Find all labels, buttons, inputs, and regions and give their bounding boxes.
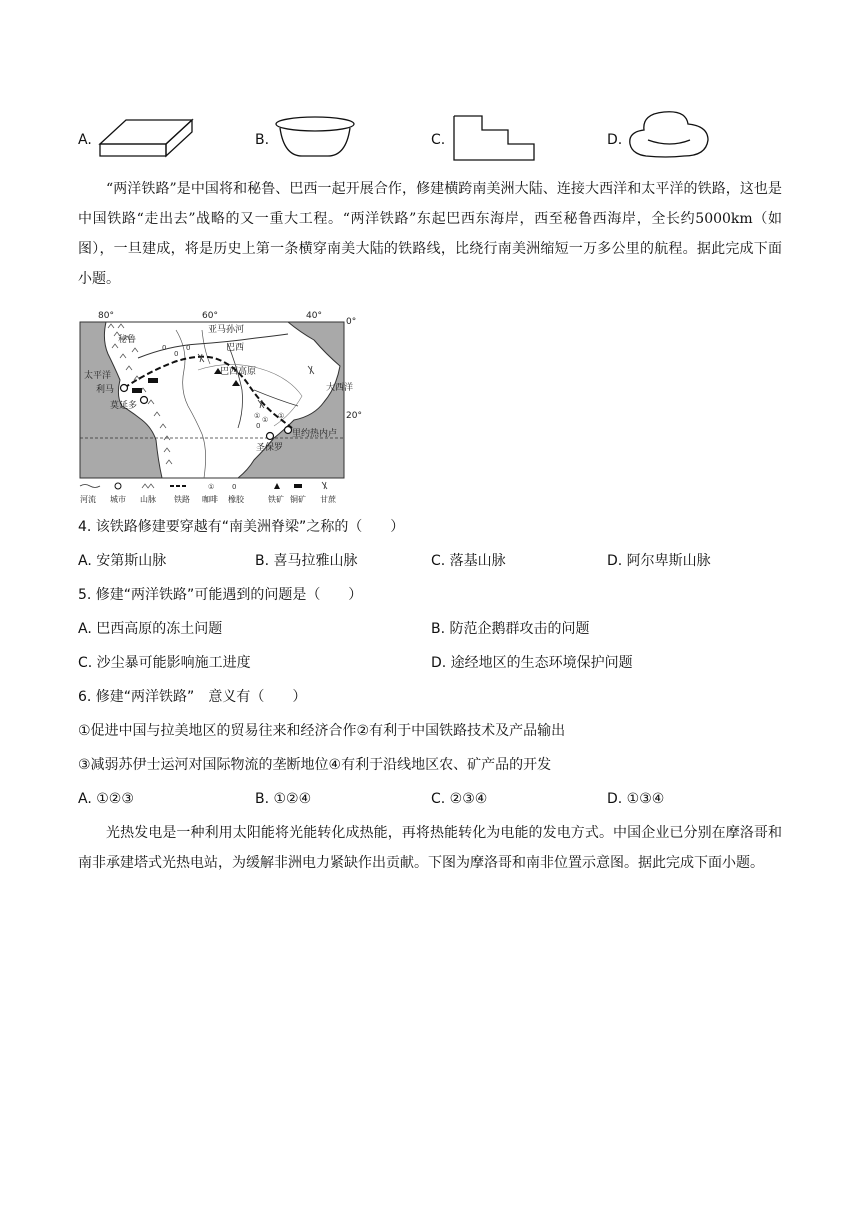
label-moquegua: 莫延多: [110, 401, 138, 411]
svg-text:山脉: 山脉: [140, 495, 156, 504]
lat-0: 0°: [346, 317, 357, 327]
q6-option-d[interactable]: D. ①③④: [607, 791, 665, 807]
lon-40: 40°: [306, 311, 322, 321]
option-d-letter[interactable]: D.: [607, 132, 623, 148]
svg-text:0: 0: [186, 344, 191, 352]
q4-option-d[interactable]: D. 阿尔卑斯山脉: [607, 553, 711, 569]
svg-text:甘蔗: 甘蔗: [320, 495, 336, 504]
option-b-letter[interactable]: B.: [255, 132, 270, 148]
q4-option-b[interactable]: B. 喜马拉雅山脉: [255, 553, 358, 569]
q5-option-b[interactable]: B. 防范企鹅群攻击的问题: [431, 621, 590, 637]
q4-option-c[interactable]: C. 落基山脉: [431, 553, 506, 569]
step-icon: [452, 114, 536, 162]
city-saopaulo: [267, 433, 274, 440]
flat-slab-icon: [98, 116, 194, 160]
svg-text:①: ①: [278, 412, 285, 420]
svg-text:①: ①: [254, 412, 261, 420]
option-c-letter[interactable]: C.: [431, 132, 446, 148]
q5-option-d[interactable]: D. 途经地区的生态环境保护问题: [431, 655, 633, 671]
option-a-letter[interactable]: A.: [78, 132, 92, 148]
lon-60: 60°: [202, 311, 218, 321]
svg-text:0: 0: [162, 344, 167, 352]
copper-ore-icon: [148, 378, 158, 383]
label-lima: 利马: [96, 385, 115, 395]
question-5-stem: 5. 修建“两洋铁路”可能遇到的问题是（ ）: [78, 587, 363, 603]
city-lima: [121, 385, 128, 392]
lat-20: 20°: [346, 411, 362, 421]
label-rio: 里约热内卢: [292, 429, 338, 439]
q6-option-a[interactable]: A. ①②③: [78, 791, 134, 807]
passage-railway: “两洋铁路”是中国将和秘鲁、巴西一起开展合作，修建横跨南美洲大陆、连接大西洋和太平洋的铁路，这也是中国铁路“走出去”战略的又一重大工程。“两洋铁路”东起巴西东海岸，西至秘鲁西海岸，全长约5000km（如图），一旦建成，将是历史上第一条横穿南美大陆的铁路线，比绕行南美洲缩短一万多公里的航程。据此完成下面小题。: [78, 181, 782, 287]
label-saopaulo: 圣保罗: [256, 443, 284, 453]
hat-icon: [626, 108, 712, 162]
label-pacific: 太平洋: [84, 371, 112, 381]
q6-option-b[interactable]: B. ①②④: [255, 791, 312, 807]
svg-text:0: 0: [256, 422, 261, 430]
q6-statements-2: ③减弱苏伊士运河对国际物流的垄断地位④有利于沿线地区农、矿产品的开发: [78, 757, 552, 773]
label-brazil-plateau: 巴西高原: [220, 367, 257, 377]
q6-statements-1: ①促进中国与拉美地区的贸易往来和经济合作②有利于中国铁路技术及产品输出: [78, 723, 566, 739]
svg-text:橡胶: 橡胶: [228, 495, 244, 504]
lon-80: 80°: [98, 311, 114, 321]
svg-text:铁矿: 铁矿: [268, 495, 284, 504]
svg-text:①: ①: [208, 483, 215, 491]
label-brazil: 巴西: [226, 343, 245, 353]
svg-text:城市: 城市: [110, 495, 126, 504]
question-4-stem: 4. 该铁路修建要穿越有“南美洲脊梁”之称的（ ）: [78, 519, 405, 535]
label-amazon: 亚马孙河: [208, 325, 245, 335]
q6-option-c[interactable]: C. ②③④: [431, 791, 488, 807]
passage-solar: 光热发电是一种利用太阳能将光能转化成热能，再将热能转化为电能的发电方式。中国企业已分别在摩洛哥和南非承建塔式光热电站，为缓解非洲电力紧缺作出贡献。下图为摩洛哥和南非位置示意图。据此完成下面小题。: [78, 825, 782, 871]
question-6-stem: 6. 修建“两洋铁路” 意义有（ ）: [78, 689, 307, 705]
svg-text:铜矿: 铜矿: [290, 495, 306, 504]
svg-text:咖啡: 咖啡: [202, 495, 218, 504]
svg-text:0: 0: [232, 483, 237, 491]
q5-option-c[interactable]: C. 沙尘暴可能影响施工进度: [78, 655, 251, 671]
bowl-icon: [274, 114, 356, 160]
south-america-map: [78, 310, 360, 506]
q4-option-a[interactable]: A. 安第斯山脉: [78, 553, 167, 569]
label-peru: 秘鲁: [118, 335, 137, 345]
svg-text:①: ①: [262, 416, 269, 424]
city-moquegua: [141, 397, 148, 404]
svg-text:铁路: 铁路: [174, 495, 190, 504]
q5-option-a[interactable]: A. 巴西高原的冻土问题: [78, 621, 223, 637]
svg-text:河流: 河流: [80, 495, 96, 504]
svg-text:0: 0: [174, 350, 179, 358]
label-atlantic: 大西洋: [326, 383, 354, 393]
city-rio: [285, 427, 292, 434]
